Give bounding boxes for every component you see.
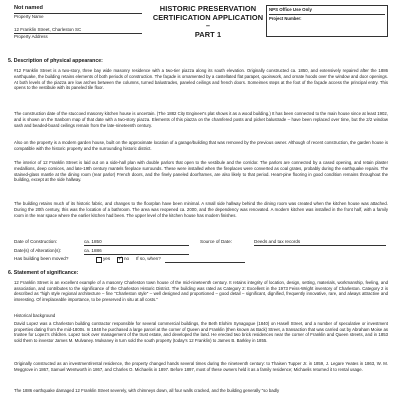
moved-yes-checkbox[interactable]	[96, 257, 102, 263]
section-5-heading: 5. Description of physical appearance:	[8, 58, 103, 64]
project-number-field[interactable]	[269, 14, 385, 21]
section-6-paragraph-4: Originally constructed as an investment/rental residence, the property changed hands several times during the nineteenth century: to Thaisen Tupper Jr. in 1859, J. Legare Yeates in 1863, W. M. Meggrove in 1867, Samuel Wentworth in 1867, and Charles O. Michaelis in 1897. Before 1897, most of these owners held it as a family residence; Michaelis returned it to rental usage.	[14, 361, 388, 372]
form-header	[14, 5, 386, 55]
construction-date-line	[84, 245, 189, 246]
section-6-paragraph-5: The 1886 earthquake damaged 12 Franklin Street severely, with chimneys down, all four walls cracked, and the building generally "so badly	[14, 388, 280, 393]
moved-yes-label: yes	[103, 256, 111, 261]
property-address-label: Property Address	[14, 34, 48, 39]
property-name-label: Property Name	[14, 14, 44, 19]
section-5-paragraph-3: Also on the property is a modern garden house, built on the approximate location of a garage/building that was removed by the previous owner. Although of recent construction, the garden house is compatible with the historic property and the surrounding historic district.	[14, 140, 388, 151]
moved-question-label: Has building been moved?	[14, 256, 69, 261]
form-title-line-1: HISTORIC PRESERVATION	[159, 4, 257, 13]
construction-date-label: Date of Construction:	[14, 239, 58, 244]
construction-date-value[interactable]: ca. 1850	[84, 239, 102, 244]
form-title	[152, 5, 264, 39]
moved-no-label: no	[124, 256, 130, 261]
form-title-line-3: PART 1	[194, 29, 222, 39]
moved-when-line[interactable]	[165, 262, 245, 263]
office-use-box	[266, 5, 388, 37]
section-6-paragraph-3: David Lopez was a Charleston building contractor responsible for several commercial buildings, the Beth Elohim Synagogue (1840) on Hasell Street, and a number of speculative or investment properties dating from the mid-1800s. In 1848 he purchased a large parcel at the corner of Queen and Franklin (then known as Back) Street, a transaction that was carried out by Abraham Moise as trustee for Lopez's children. Lopez took over management of the trust estate, and developed the land. He erected two brick residences near the corner of Franklin and Queen streets, and in 1853 sold them to investor James M. Mulvaney. Mulvaney in turn sold the south property (today's 12 Franklin) to James B. Barkley in 1855.	[14, 321, 388, 344]
form-title-line-2: CERTIFICATION APPLICATION –	[152, 12, 264, 31]
section-6-heading: 6. Statement of significance:	[8, 270, 79, 276]
section-5-paragraph-1: #12 Franklin Street is a two-story, three bay wide masonry residence with a two-tier piazza along its south elevation. Originally constructed ca. 1850, and extensively repaired after the 1886 earthquake, the building retains elements of both periods of construction. The façade is ornamented by a castellated flat parapet, quoinwork, and ornate hoods over the window and door openings. At both levels of the piazza are low arches between the columns, turned balustrades, paneled ceilings and french doors. Someimes steps at the foot of the façade access the principal entry. This opens to the vestibule with its paneled tile floor.	[14, 68, 388, 91]
section-5-paragraph-4: The interior of 12 Franklin Street is laid out on a side-hall plan with double parlors that open to the vestibule and the corridor. The parlors are connected by a cased opening, and retain plaster medallions, deep cornices, and late-19th century mantels fireplace surrounds. These were installed when the fireplaces were converted as coal grates, probably during the earthquake repairs. The stained-glass mantle at the dining room (rear parlor) French doors, and the finely paneled doorframes, are also likely to that period. Heart-pine flooring in good condition remains throughout the building, except at the side hallway.	[14, 160, 388, 183]
alteration-dates-value[interactable]: ca. 1886	[84, 248, 102, 253]
source-of-date-label: Source of Date:	[200, 239, 232, 244]
alteration-dates-label: Date(s) of Alteration(s):	[14, 248, 62, 253]
section-5-paragraph-2: The construction date of the stuccoed masonry kitchen house is uncertain. (The 1882 City Engineer's plat shows it as a wood building.) It has been connected to the main house since at least 1902, and is shown on the Sanborn map of that date with a two-story piazza. Elements of this piazza on the chamfered posts and picket balustrade – have been replaced over time, but the 2/2 window sash and beaded-board ceilings remain from the late-nineteenth century.	[14, 111, 388, 128]
source-of-date-value[interactable]: Deeds and tax records	[254, 239, 301, 244]
moved-when-label: If so, when?	[136, 256, 161, 261]
project-number-label: Project Number:	[269, 16, 302, 21]
property-address-value: 12 Franklin Street, Charleston SC	[14, 27, 82, 32]
property-name-value: Not named	[14, 5, 43, 11]
section-6-paragraph-1: 12 Franklin Street is an excellent example of a masonry Charleston town house of the mid-nineteenth century. It retains integrity of location, design, setting, materials, workmanship, feeling, and association, and contributes to the significance of the Charleston Historic District. The building was rated as Category 2: Excellent in the 1973 Feiss-Wright inventory of Charleston. Category 2 is described as "high style regional architecture – fine "Charleston style" – well designed and proportioned – good detail – significant, dignified, frequently innovative, rare, and always attractive and interesting. Of irreplaceable importance, to be preserved in situ at all costs."	[14, 280, 388, 303]
moved-no-checkbox[interactable]	[117, 257, 123, 263]
section-5-paragraph-5: The building retains much of its historic fabric, and changes to the floorplan have been minimal. A small side hallway behind the dining room was created when the kitchen house was attached. During the 20th century, this was the location of a bathroom. The area was reopened ca. 2000, and the dependency was renovated. A modern kitchen was installed in the front half, with a family room in the rear space where the earlier kitchen had been. The upper level of the kitchen house has modern finishes.	[14, 201, 388, 218]
source-of-date-line	[254, 245, 386, 246]
alteration-dates-line	[84, 254, 189, 255]
section-6-paragraph-2: Historical background	[14, 313, 56, 318]
office-use-header: NPS Office Use Only	[269, 7, 312, 12]
